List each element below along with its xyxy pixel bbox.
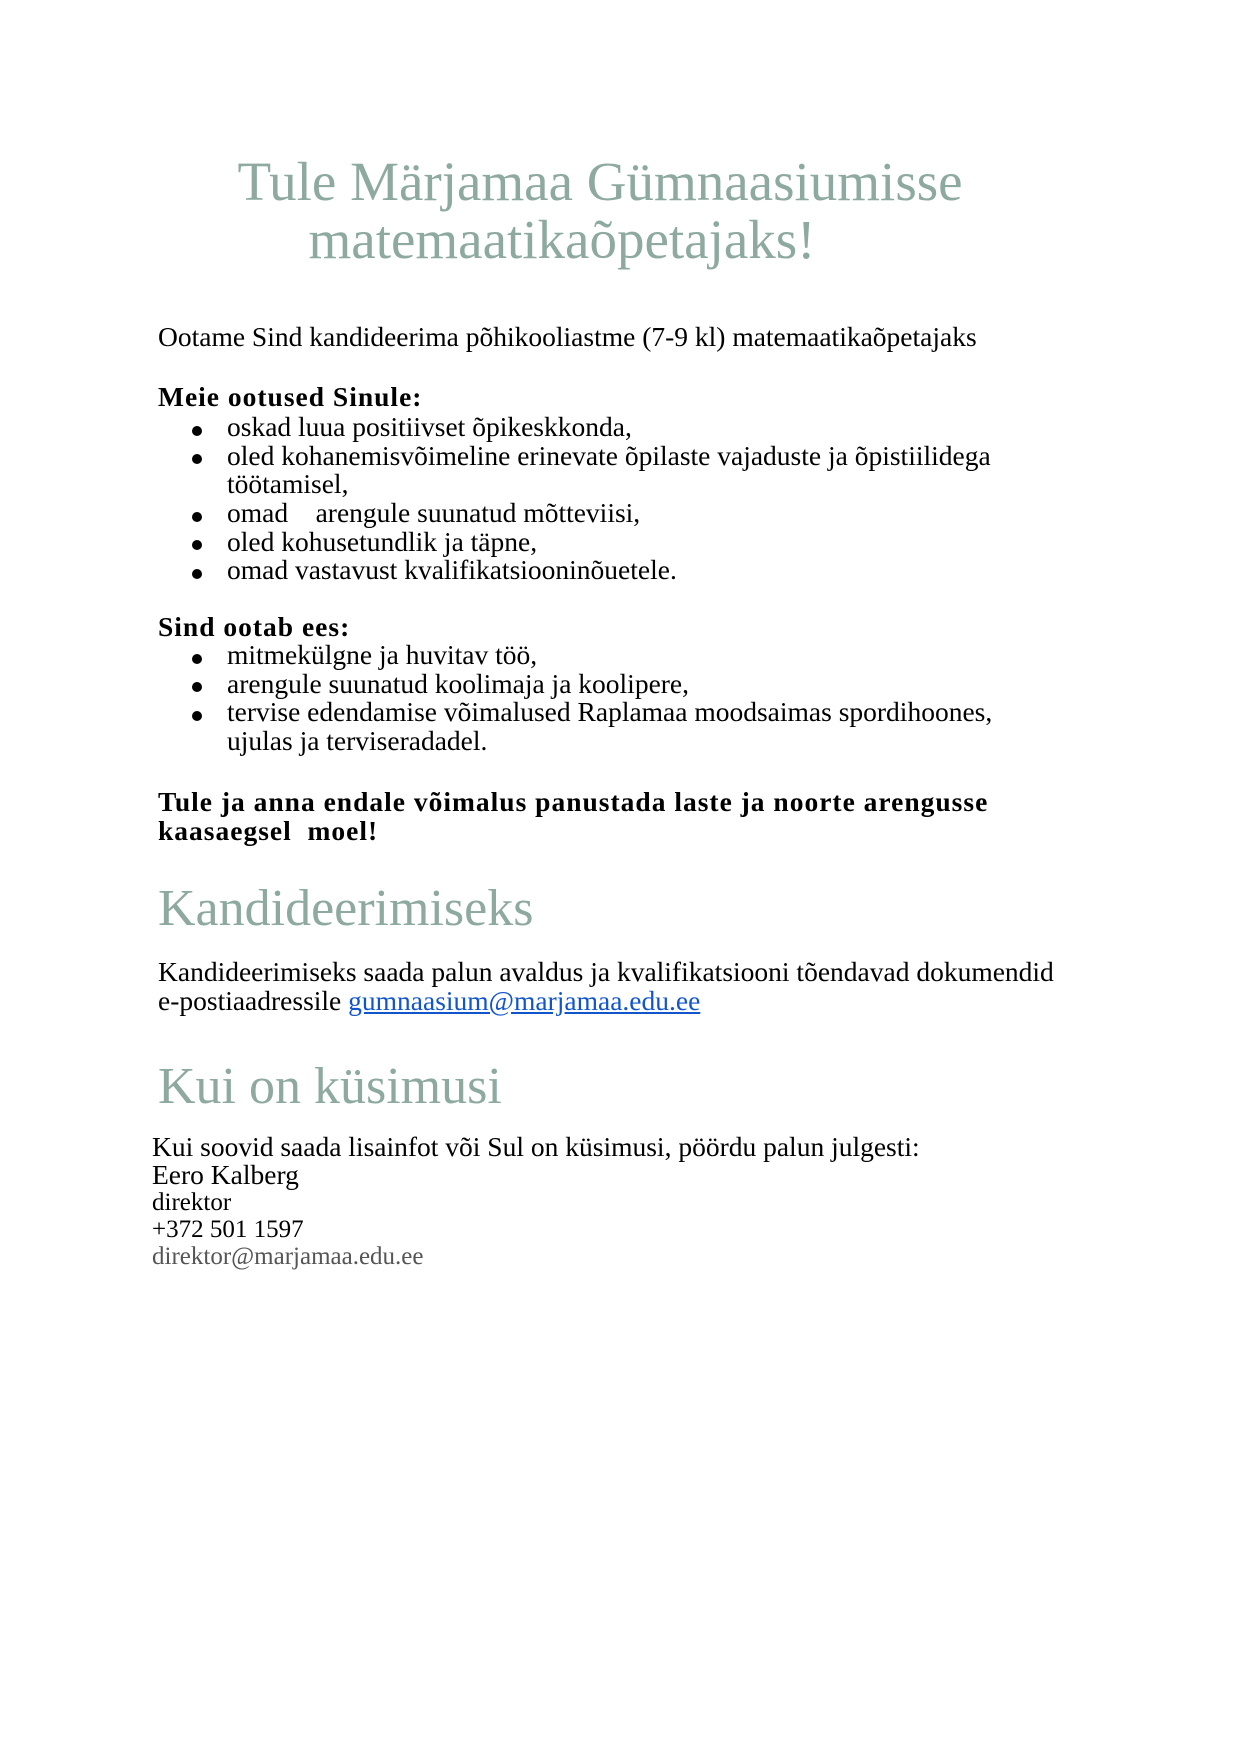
bullet-icon	[192, 512, 202, 522]
list-item-text-continuation: töötamisel,	[227, 468, 349, 500]
list-item-text: omad arengule suunatud mõtteviisi,	[227, 497, 641, 529]
call-to-action	[158, 787, 988, 846]
contact-name: Eero Kalberg	[152, 1158, 299, 1190]
apply-text-line	[158, 986, 1054, 1015]
list-item	[0, 641, 1100, 670]
list-item-text: oskad luua positiivset õpikeskkonda,	[227, 411, 632, 442]
contact-email: direktor@marjamaa.edu.ee	[152, 1243, 424, 1271]
list-item-text: tervise edendamise võimalused Raplamaa moodsaimas spordihoones,	[227, 696, 993, 728]
apply-text	[158, 957, 1054, 1016]
expectations-heading: Meie ootused Sinule:	[158, 380, 423, 412]
intro-text: Ootame Sind kandideerima põhikooliastme (7-9 kl) matemaatikaõpetajaks	[158, 321, 977, 352]
list-item-text: omad vastavust kvalifikatsiooninõuetele.	[227, 554, 677, 586]
questions-text: Kui soovid saada lisainfot või Sul on küsimusi, pöördu palun julgesti:	[152, 1130, 920, 1162]
list-item	[0, 667, 1100, 699]
list-item-text: arengule suunatud koolimaja ja koolipere,	[227, 667, 690, 699]
list-item-text: mitmekülgne ja huvitav töö,	[227, 639, 538, 670]
bullet-icon	[192, 454, 202, 464]
page-title-line-2: matemaatikaõpetajaks!	[308, 209, 816, 270]
bullet-icon	[192, 654, 202, 664]
expectations-list	[0, 413, 1100, 585]
list-item-text: oled kohusetundlik ja täpne,	[227, 525, 538, 557]
offers-heading: Sind ootab ees:	[158, 610, 351, 642]
page-title-line-1: Tule Märjamaa Gümnaasiumisse	[237, 151, 963, 212]
contact-phone: +372 501 1597	[152, 1216, 304, 1244]
apply-text-prefix: e-postiaadressile	[158, 985, 349, 1017]
offers-list	[0, 641, 1100, 756]
list-item	[0, 556, 1100, 585]
bullet-icon	[192, 711, 202, 721]
contact-role: direktor	[152, 1189, 232, 1217]
call-to-action-line: Tule ja anna endale võimalus panustada laste ja noorte arengusse	[158, 785, 989, 817]
questions-heading: Kui on küsimusi	[158, 1057, 502, 1115]
application-email-link[interactable]: gumnaasium@marjamaa.edu.ee	[348, 985, 701, 1017]
list-item	[0, 413, 1100, 442]
apply-text-line: Kandideerimiseks saada palun avaldus ja kvalifikatsiooni tõendavad dokumendid	[158, 955, 1054, 987]
list-item-text-continuation: ujulas ja terviseradadel.	[227, 725, 488, 757]
bullet-icon	[192, 682, 202, 692]
call-to-action-line: kaasaegsel moel!	[158, 814, 379, 846]
list-item	[0, 698, 1100, 755]
bullet-icon	[192, 426, 202, 436]
bullet-icon	[192, 569, 202, 579]
bullet-icon	[192, 540, 202, 550]
list-item	[0, 499, 1100, 528]
contact-block	[152, 1130, 920, 1271]
list-item-text: oled kohanemisvõimeline erinevate õpilaste vajaduste ja õpistiilidega	[227, 439, 991, 471]
apply-heading: Kandideerimiseks	[158, 880, 534, 937]
list-item	[0, 439, 1100, 500]
list-item	[0, 525, 1100, 557]
